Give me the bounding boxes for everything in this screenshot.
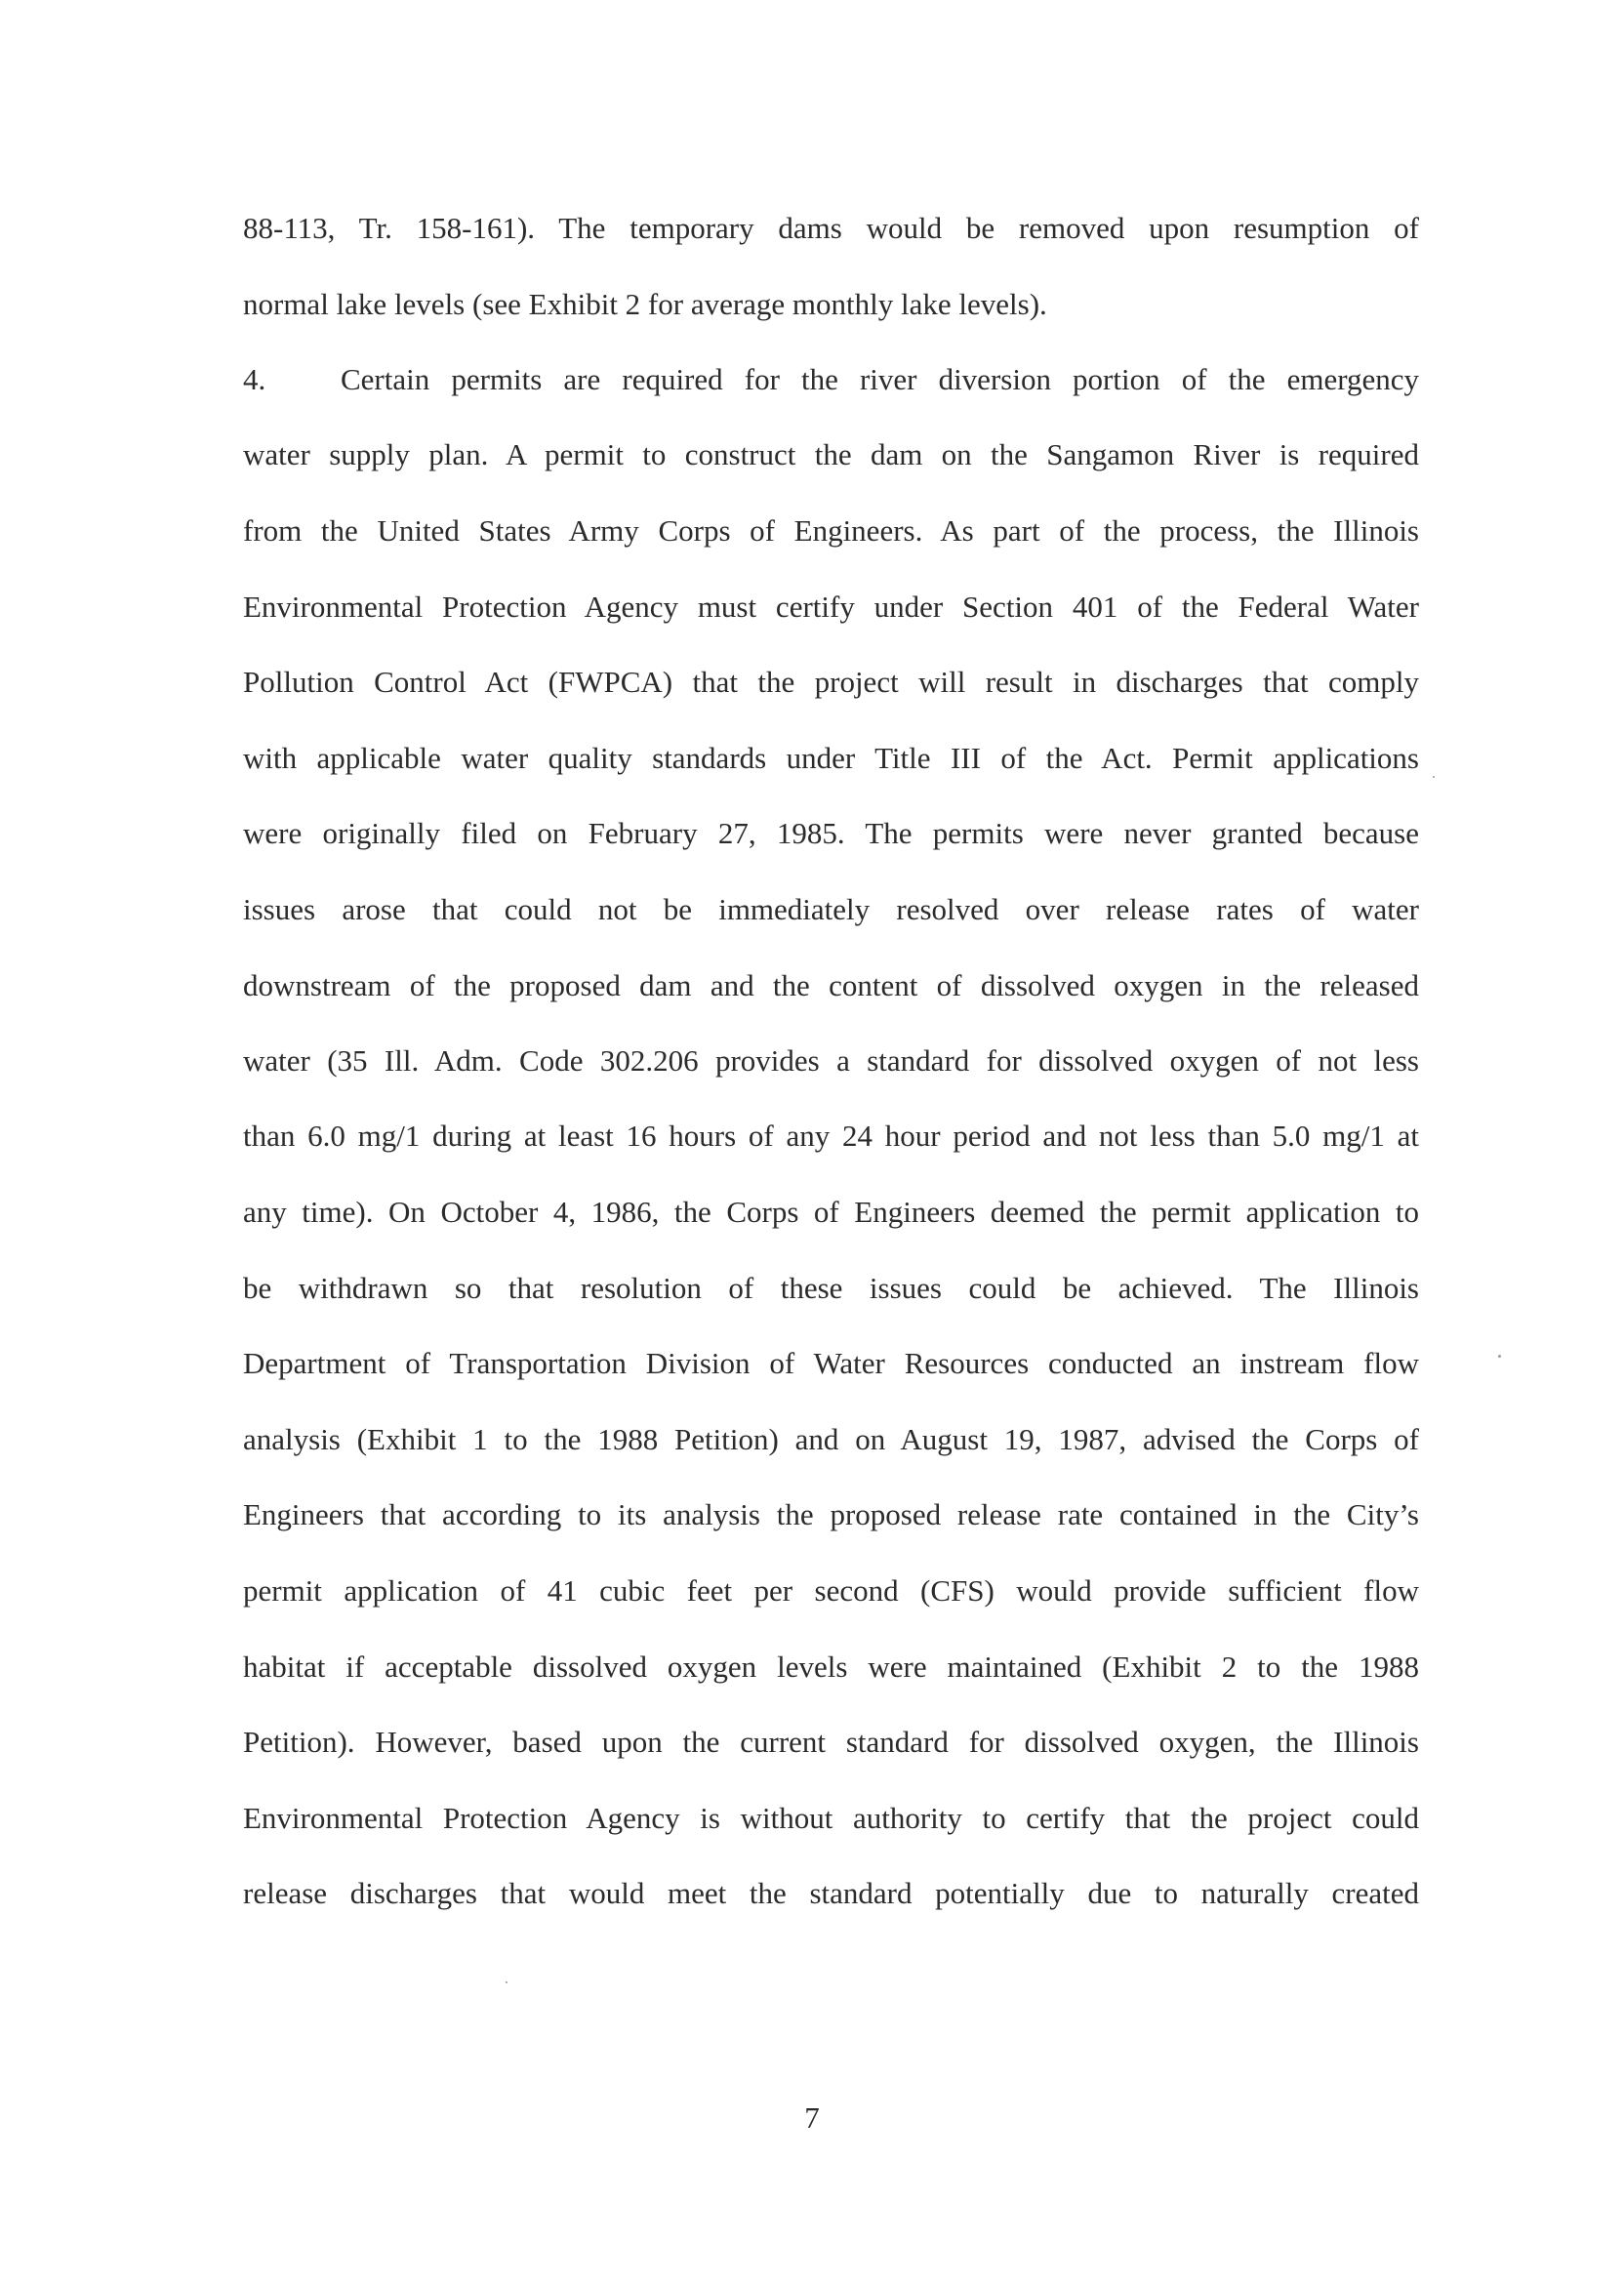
page-number: 7 xyxy=(804,2100,820,2135)
paragraph-number: 4. xyxy=(243,362,266,396)
text-line: water supply plan. A permit to construct the dam on the Sangamon River is required xyxy=(243,437,1419,471)
text-line: Environmental Protection Agency is without authority to certify that the project could xyxy=(243,1801,1419,1835)
text-line: than 6.0 mg/1 during at least 16 hours of any 24 hour period and not less than 5.0 mg/1 at xyxy=(243,1119,1419,1153)
text-line: were originally filed on February 27, 1985. The permits were never granted because xyxy=(243,816,1419,850)
text-line: downstream of the proposed dam and the content of dissolved oxygen in the released xyxy=(243,968,1419,1002)
text-line: Engineers that according to its analysis the proposed release rate contained in the City’s xyxy=(243,1497,1419,1531)
scan-speck xyxy=(506,1981,508,1983)
text-line: Pollution Control Act (FWPCA) that the project will result in discharges that comply xyxy=(243,665,1419,699)
scan-speck xyxy=(1433,776,1435,778)
text-line: normal lake levels (see Exhibit 2 for average monthly lake levels). xyxy=(243,287,1047,321)
text-line: Petition). However, based upon the current standard for dissolved oxygen, the Illinois xyxy=(243,1725,1419,1759)
text-line: 88-113, Tr. 158-161). The temporary dams would be removed upon resumption of xyxy=(243,211,1419,245)
text-line: Environmental Protection Agency must certify under Section 401 of the Federal Water xyxy=(243,590,1419,624)
scan-speck xyxy=(1498,1355,1501,1358)
text-line: habitat if acceptable dissolved oxygen levels were maintained (Exhibit 2 to the 1988 xyxy=(243,1650,1419,1684)
text-line: release discharges that would meet the standard potentially due to naturally created xyxy=(243,1876,1419,1910)
text-line: any time). On October 4, 1986, the Corps of Engineers deemed the permit application to xyxy=(243,1195,1419,1229)
text-line: with applicable water quality standards under Title III of the Act. Permit applications xyxy=(243,741,1419,775)
text-line: issues arose that could not be immediately resolved over release rates of water xyxy=(243,892,1419,926)
text-line: Certain permits are required for the river diversion portion of the emergency xyxy=(341,362,1419,396)
text-line: from the United States Army Corps of Engineers. As part of the process, the Illinois xyxy=(243,513,1419,548)
text-line: water (35 Ill. Adm. Code 302.206 provides a standard for dissolved oxygen of not less xyxy=(243,1043,1419,1078)
text-line: analysis (Exhibit 1 to the 1988 Petition) and on August 19, 1987, advised the Corps of xyxy=(243,1422,1419,1456)
text-line: be withdrawn so that resolution of these issues could be achieved. The Illinois xyxy=(243,1271,1419,1305)
text-line: permit application of 41 cubic feet per second (CFS) would provide sufficient flow xyxy=(243,1573,1419,1608)
text-line: Department of Transportation Division of Water Resources conducted an instream flow xyxy=(243,1346,1419,1380)
